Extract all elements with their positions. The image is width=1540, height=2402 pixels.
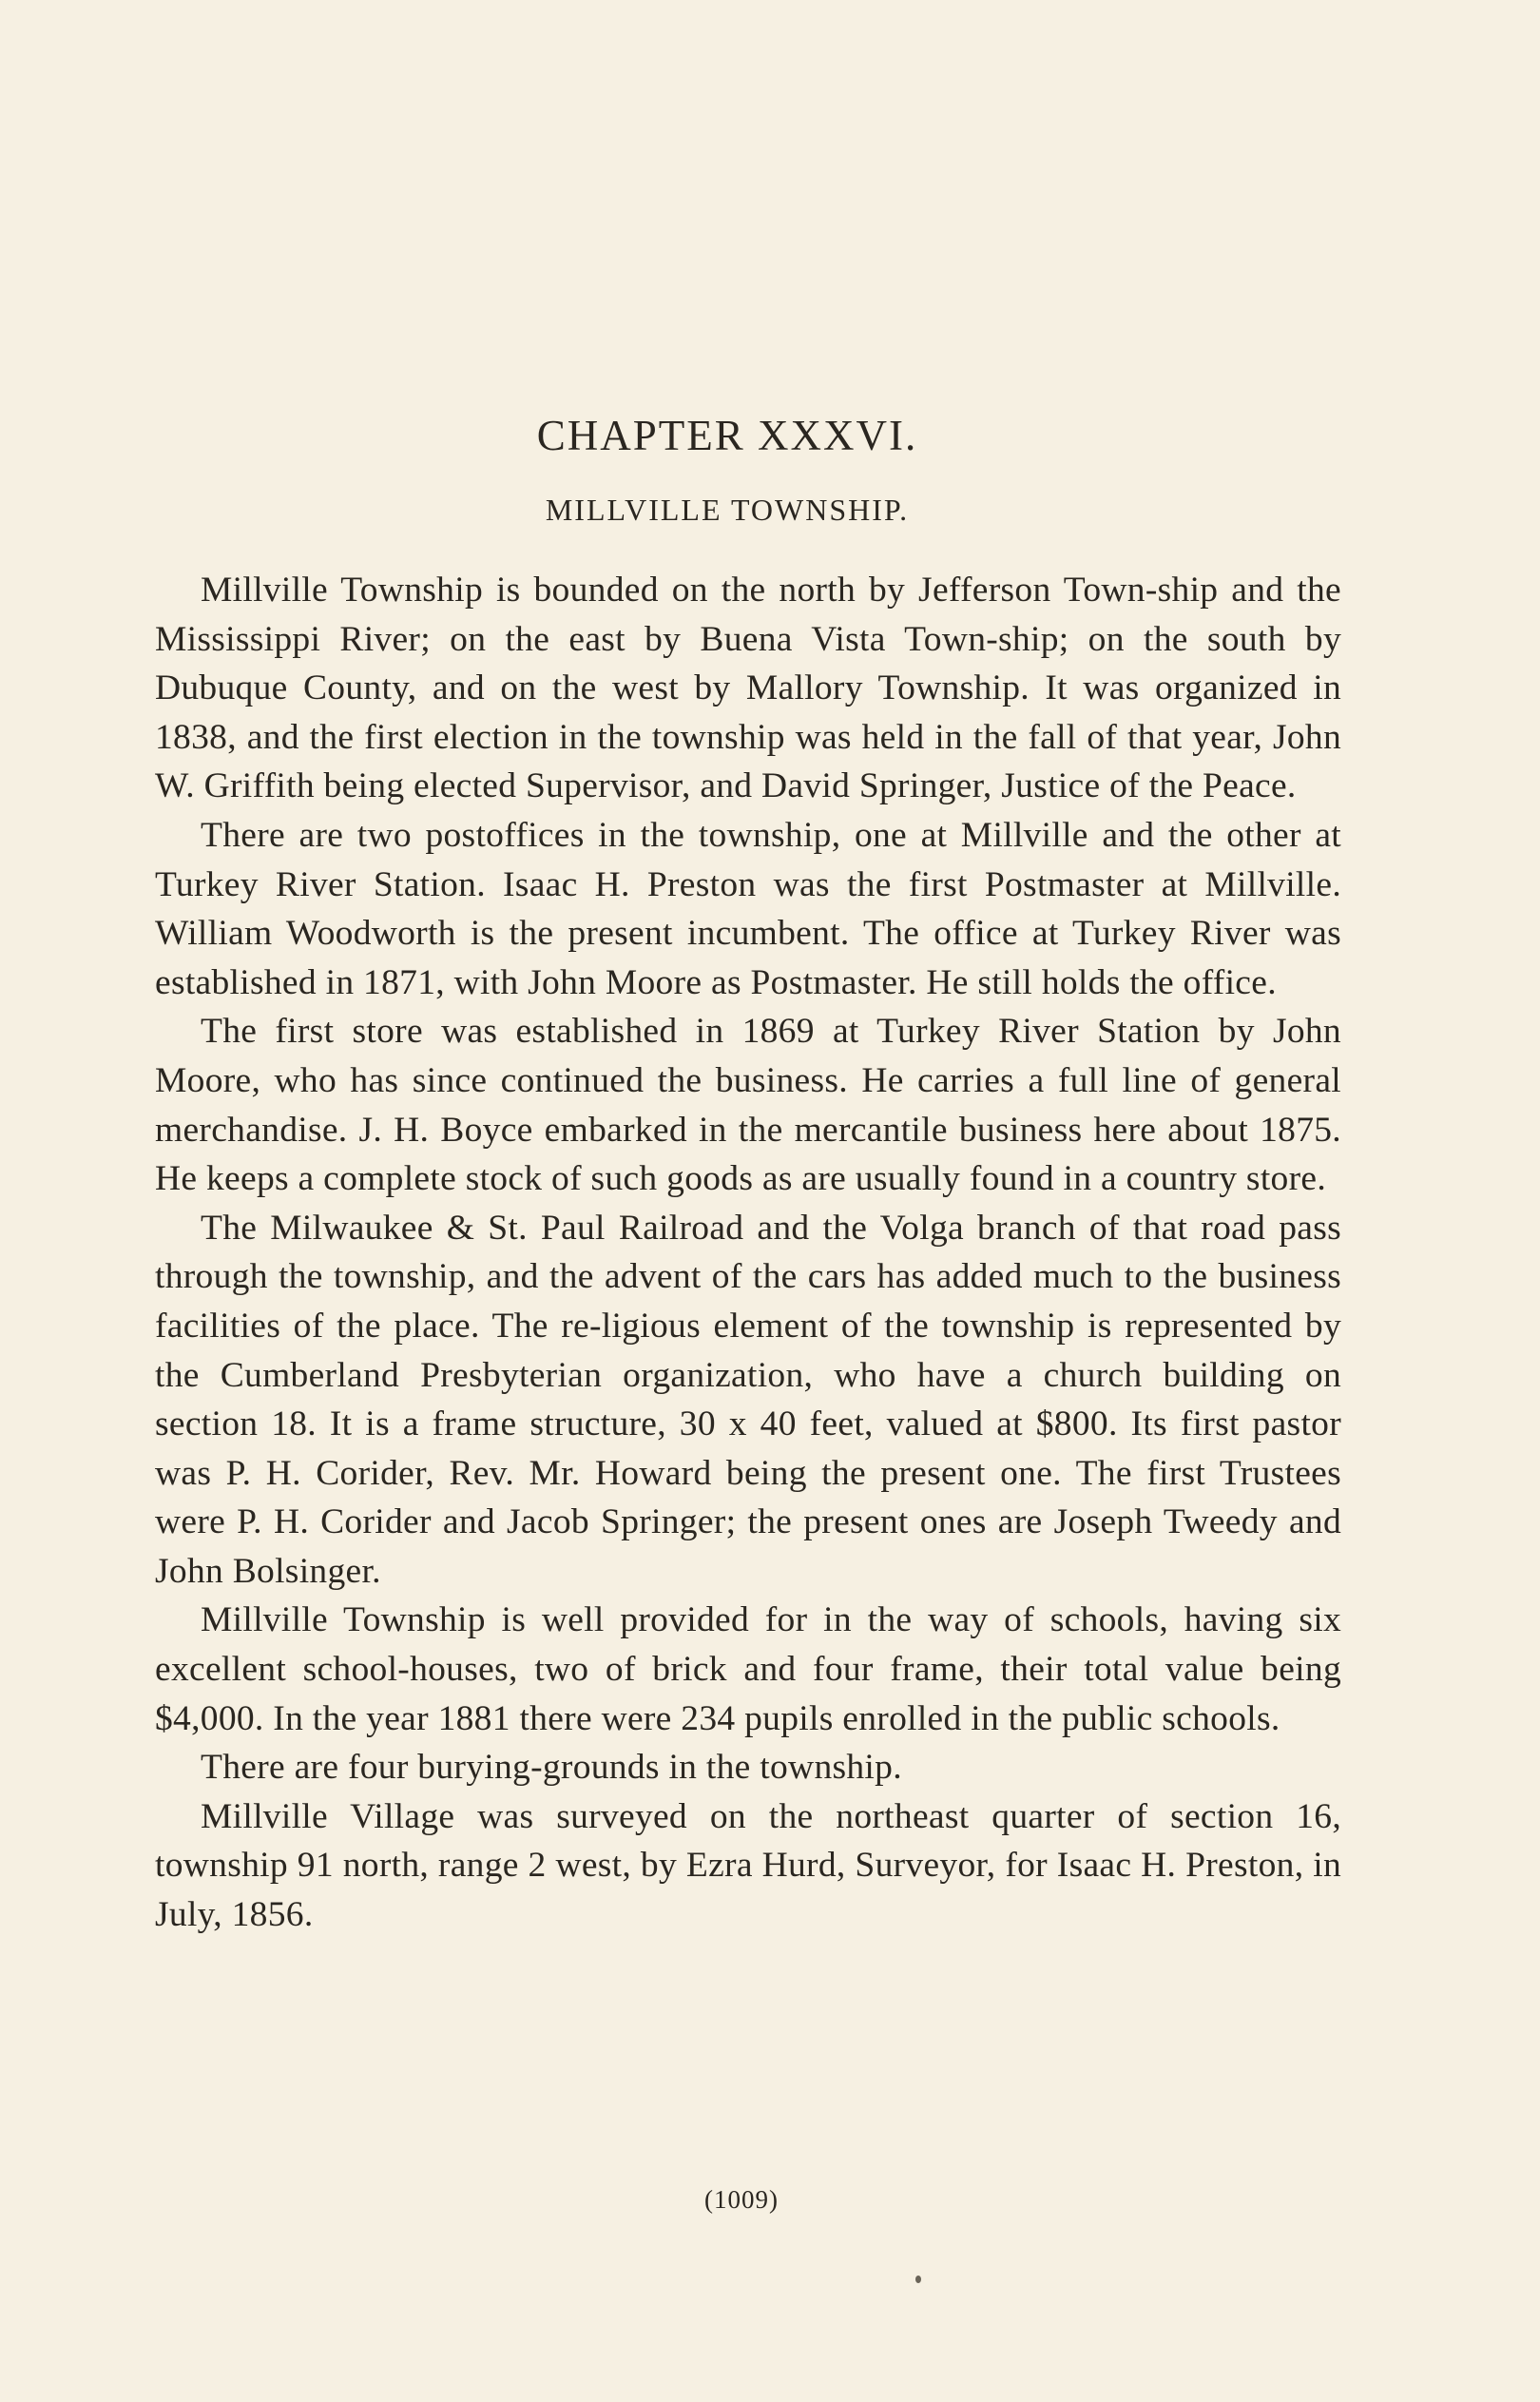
ink-speck [915, 2276, 921, 2283]
paragraph-railroad-church: The Milwaukee & St. Paul Railroad and the Volga branch of that road pass through the township, and the advent of the cars has added much to the business facilities of the place. The re-ligious element of the township is represented by the Cumberland Presbyterian organization, who have a church building on section 18. It is a frame structure, 30 x 40 feet, valued at $800. Its first pastor was P. H. Corider, Rev. Mr. Howard being the present one. The first Trustees were P. H. Corider and Jacob Springer; the present ones are Joseph Tweedy and John Bolsinger. [155, 1208, 1341, 1591]
page-number: (1009) [704, 2185, 779, 2214]
body-text [155, 566, 1341, 1940]
paragraph-schools: Millville Township is well provided for in the way of schools, having six excellent school-houses, two of brick and four frame, their total value being $4,000. In the year 1881 there were 234 pupils enrolled in the public schools. [155, 1600, 1341, 1738]
paragraph-boundaries: Millville Township is bounded on the north by Jefferson Town-ship and the Mississippi River; on the east by Buena Vista Town-ship; on the south by Dubuque County, and on the west by Mallory Township. It was organized in 1838, and the first election in the township was held in the fall of that year, John W. Griffith being elected Supervisor, and David Springer, Justice of the Peace. [155, 571, 1341, 806]
paragraph-postoffices: There are two postoffices in the township, one at Millville and the other at Turkey River Station. Isaac H. Preston was the first Postmaster at Millville. William Woodworth is the present incumbent. The office at Turkey River was established in 1871, with John Moore as Postmaster. He still holds the office. [155, 815, 1341, 1002]
paragraph-burying-grounds: There are four burying-grounds in the township. [201, 1748, 902, 1788]
paragraph-first-store: The first store was established in 1869 at Turkey River Station by John Moore, who has since continued the business. He carries a full line of general merchandise. J. H. Boyce embarked in the mercantile business here about 1875. He keeps a complete stock of such goods as are usually found in a country store. [155, 1012, 1341, 1199]
section-title: MILLVILLE TOWNSHIP. [545, 493, 910, 527]
chapter-title: CHAPTER XXXVI. [536, 412, 918, 459]
paragraph-village-survey: Millville Village was surveyed on the northeast quarter of section 16, township 91 north, range 2 west, by Ezra Hurd, Surveyor, for Isaac H. Preston, in July, 1856. [155, 1796, 1341, 1935]
